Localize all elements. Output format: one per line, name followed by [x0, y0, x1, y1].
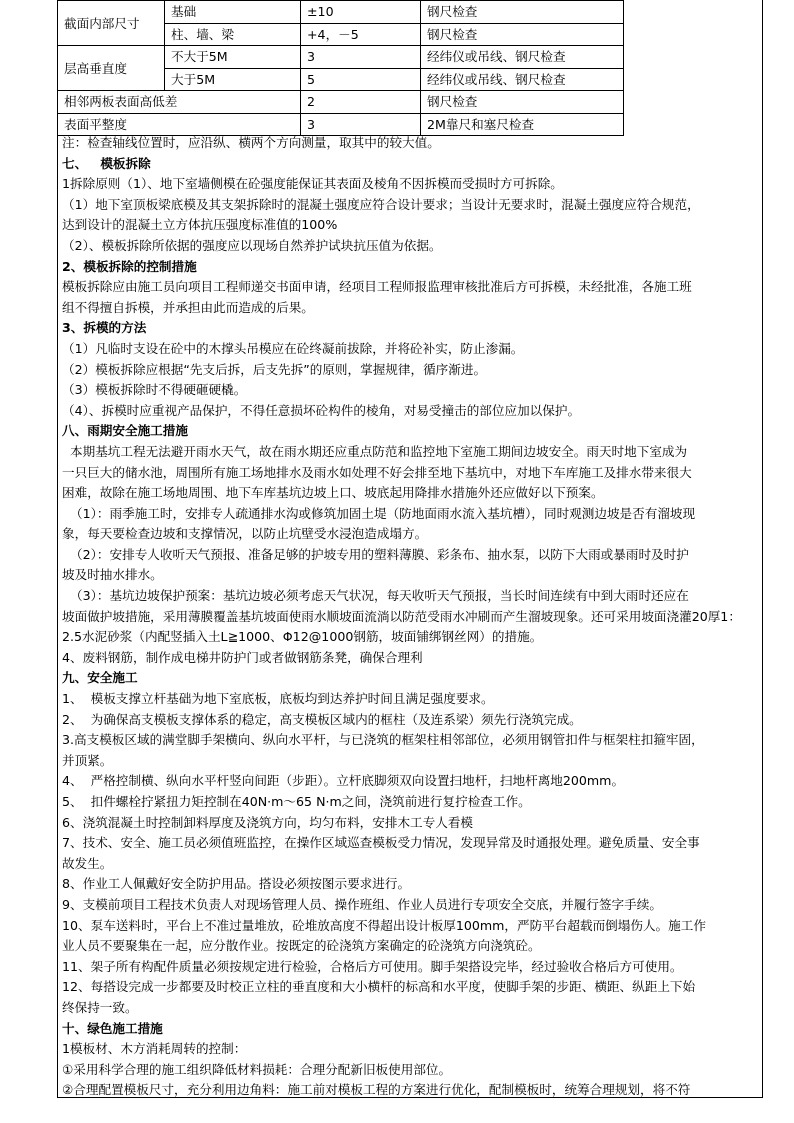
table-cell-sub: 柱、墙、梁: [165, 23, 301, 46]
text-line: （3）：基坑边坡保护预案：基坑边坡必须考虑天气状况，每天收听天气预报，当长时间连续有中到大雨时还应在: [62, 588, 689, 604]
table-row: [58, 1, 624, 24]
text-line: 3.高支模板区域的满堂脚手架横向、纵向水平杆，与已浇筑的框架柱相邻部位，必须用钢管扣件与框架柱扣箍牢固，: [62, 732, 704, 748]
table-cell-value: ±10: [301, 1, 421, 24]
table-cell-item: 层高垂直度: [58, 46, 165, 91]
text-line: 坡面做护坡措施，采用薄膜覆盖基坑坡面使雨水顺坡面流淌以防范受雨水冲刷而产生溜坡现象。还可采用坡面浇灌20厚1：: [62, 608, 741, 624]
text-line: 象，每天要检查边坡和支撑情况，以防止坑壁受水浸泡造成塌方。: [62, 526, 428, 542]
text-line: 6、浇筑混凝土时控制卸料厚度及浇筑方向，均匀布料，安排木工专人看模: [62, 814, 474, 830]
text-line: 业人员不要聚集在一起，应分散作业。按既定的砼浇筑方案确定的砼浇筑方向浇筑砼。: [62, 938, 541, 954]
section-heading: 十、绿色施工措施: [62, 1020, 163, 1036]
tolerance-table: [57, 0, 624, 136]
table-cell-value: 3: [301, 46, 421, 69]
text-line: ②合理配置模板尺寸，充分利用边角料：施工前对模板工程的方案进行优化，配制模板时，统筹合理规划，将不符: [62, 1082, 691, 1098]
text-line: 注：检查轴线位置时，应沿纵、横两个方向测量，取其中的较大值。: [62, 135, 440, 150]
section-heading: 七、 模板拆除: [62, 155, 151, 171]
text-line: （1）凡临时支设在砼中的木撑头吊模应在砼终凝前拔除，并将砼补实，防止渗漏。: [62, 340, 524, 356]
table-cell-method: 钢尺检查: [421, 1, 624, 24]
table-cell-method: 经纬仪或吊线、钢尺检查: [421, 68, 624, 91]
text-line: 2、 为确保高支模板支撑体系的稳定，高支模板区域内的框柱（及连系梁）须先行浇筑完成。: [62, 711, 582, 727]
text-line: 11、架子所有构配件质量必须按规定进行检验，合格后方可使用。脚手架搭设完毕，经过验收合格后方可使用。: [62, 958, 683, 974]
text-line: （2）模板拆除应根据“先支后拆，后支先拆”的原则，掌握规律，循序渐进。: [62, 361, 487, 377]
table-cell-method: 钢尺检查: [421, 23, 624, 46]
text-line: 组不得擅自拆模，并承担由此而造成的后果。: [62, 299, 314, 315]
section-heading: 2、模板拆除的控制措施: [62, 258, 197, 274]
table-cell-item: 截面内部尺寸: [58, 1, 165, 46]
text-line: 并顶紧。: [62, 752, 113, 768]
table-cell-sub: 不大于5M: [165, 46, 301, 69]
text-line: （1）地下室顶板梁底模及其支架拆除时的混凝土强度应符合设计要求；当设计无要求时，混凝土强度应符合规范，: [62, 196, 700, 212]
text-line: 故发生。: [62, 855, 113, 871]
text-line: 模板拆除应由施工员向项目工程师递交书面申请，经项目工程师报监理审核批准后方可拆模，未经批准，各施工班: [62, 279, 692, 295]
text-line: 5、 扣件螺栓拧紧扭力矩控制在40N·m～65 N·m之间，浇筑前进行复拧检查工作。: [62, 794, 531, 809]
text-line: 12、每搭设完成一步都要及时校正立柱的垂直度和大小横杆的标高和水平度，使脚手架的步距、横距、纵距上下始: [62, 979, 696, 995]
text-line: 坡及时抽水排水。: [62, 567, 163, 583]
table-cell-sub: 大于5M: [165, 68, 301, 91]
text-line: ①采用科学合理的施工组织降低材料损耗：合理分配新旧板使用部位。: [62, 1061, 452, 1077]
table-cell-method: 2M靠尺和塞尺检查: [421, 113, 624, 136]
text-line: 达到设计的混凝土立方体抗压强度标准值的100%: [62, 217, 338, 233]
table-cell-item: 相邻两板表面高低差: [58, 91, 301, 114]
text-line: 1、 模板支撑立杆基础为地下室底板，底板均到达养护时间且满足强度要求。: [62, 691, 494, 707]
table-cell-item: 表面平整度: [58, 113, 301, 136]
text-line: 困难，故除在施工场地周围、地下车库基坑边坡上口、坡底起用降排水措施外还应做好以下预案。: [62, 485, 604, 501]
table-row: [58, 91, 624, 114]
text-line: 本期基坑工程无法避开雨水天气，故在雨水期还应重点防范和监控地下室施工期间边坡安全。雨天时地下室成为: [62, 443, 688, 459]
text-line: 8、作业工人佩戴好安全防护用品。搭设必须按图示要求进行。: [62, 876, 411, 892]
table-cell-value: +4，－5: [301, 23, 421, 46]
section-heading: 九、安全施工: [62, 670, 138, 686]
text-line: 一只巨大的储水池，周围所有施工场地排水及雨水如处理不好会排至地下基坑中，对地下车库施工及排水带来很大: [62, 464, 692, 480]
table-cell-method: 经纬仪或吊线、钢尺检查: [421, 46, 624, 69]
table-cell-value: 2: [301, 91, 421, 114]
text-line: 7、技术、安全、施工员必须值班监控，在操作区域巡查模板受力情况，发现异常及时通报处理。避免质量、安全事: [62, 835, 700, 851]
table-row: [58, 46, 624, 69]
text-line: （1）：雨季施工时，安排专人疏通排水沟或修筑加固土堤（防地面雨水流入基坑槽），同时观测边坡是否有溜坡现: [62, 505, 696, 521]
table-cell-value: 5: [301, 68, 421, 91]
table-cell-value: 3: [301, 113, 421, 136]
text-line: （2）：安排专人收听天气预报、准备足够的护坡专用的塑料薄膜、彩条布、抽水泵，以防下大雨或暴雨时及时护: [62, 546, 689, 562]
text-line: 2.5水泥砂浆（内配竖插入土L≧1000、Φ12@1000钢筋，坡面铺绑钢丝网）的措施。: [62, 629, 543, 645]
text-line: （2）、模板拆除所依据的强度应以现场自然养护试块抗压值为依据。: [62, 237, 442, 253]
table-cell-sub: 基础: [165, 1, 301, 24]
section-heading: 3、拆模的方法: [62, 320, 147, 336]
text-line: 1模板材、木方消耗周转的控制：: [62, 1041, 247, 1057]
document-body: [62, 133, 760, 1101]
text-line: 4、废料钢筋，制作成电梯井防护门或者做钢筋条凳，确保合理利: [62, 649, 423, 665]
table-cell-method: 钢尺检查: [421, 91, 624, 114]
text-line: （3）模板拆除时不得硬砸硬橇。: [62, 382, 247, 398]
text-line: 9、支模前项目工程技术负责人对现场管理人员、操作班组、作业人员进行专项安全交底，并履行签字手续。: [62, 896, 662, 912]
text-line: 10、泵车送料时，平台上不准过量堆放，砼堆放高度不得超出设计板厚100mm，严防平台超载而倒塌伤人。施工作: [62, 917, 706, 933]
text-line: 终保持一致。: [62, 999, 138, 1015]
text-line: （4）、拆模时应重视产品保护，不得任意损坏砼构件的棱角，对易受撞击的部位应加以保护。: [62, 402, 581, 418]
text-line: 1拆除原则（1）、地下室墙侧模在砼强度能保证其表面及棱角不因拆模而受损时方可拆除。: [62, 176, 563, 192]
text-line: 4、 严格控制横、纵向水平杆竖向间距（步距）。立杆底脚须双向设置扫地杆，扫地杆离地200mm。: [62, 773, 625, 789]
section-heading: 八、雨期安全施工措施: [62, 423, 188, 439]
